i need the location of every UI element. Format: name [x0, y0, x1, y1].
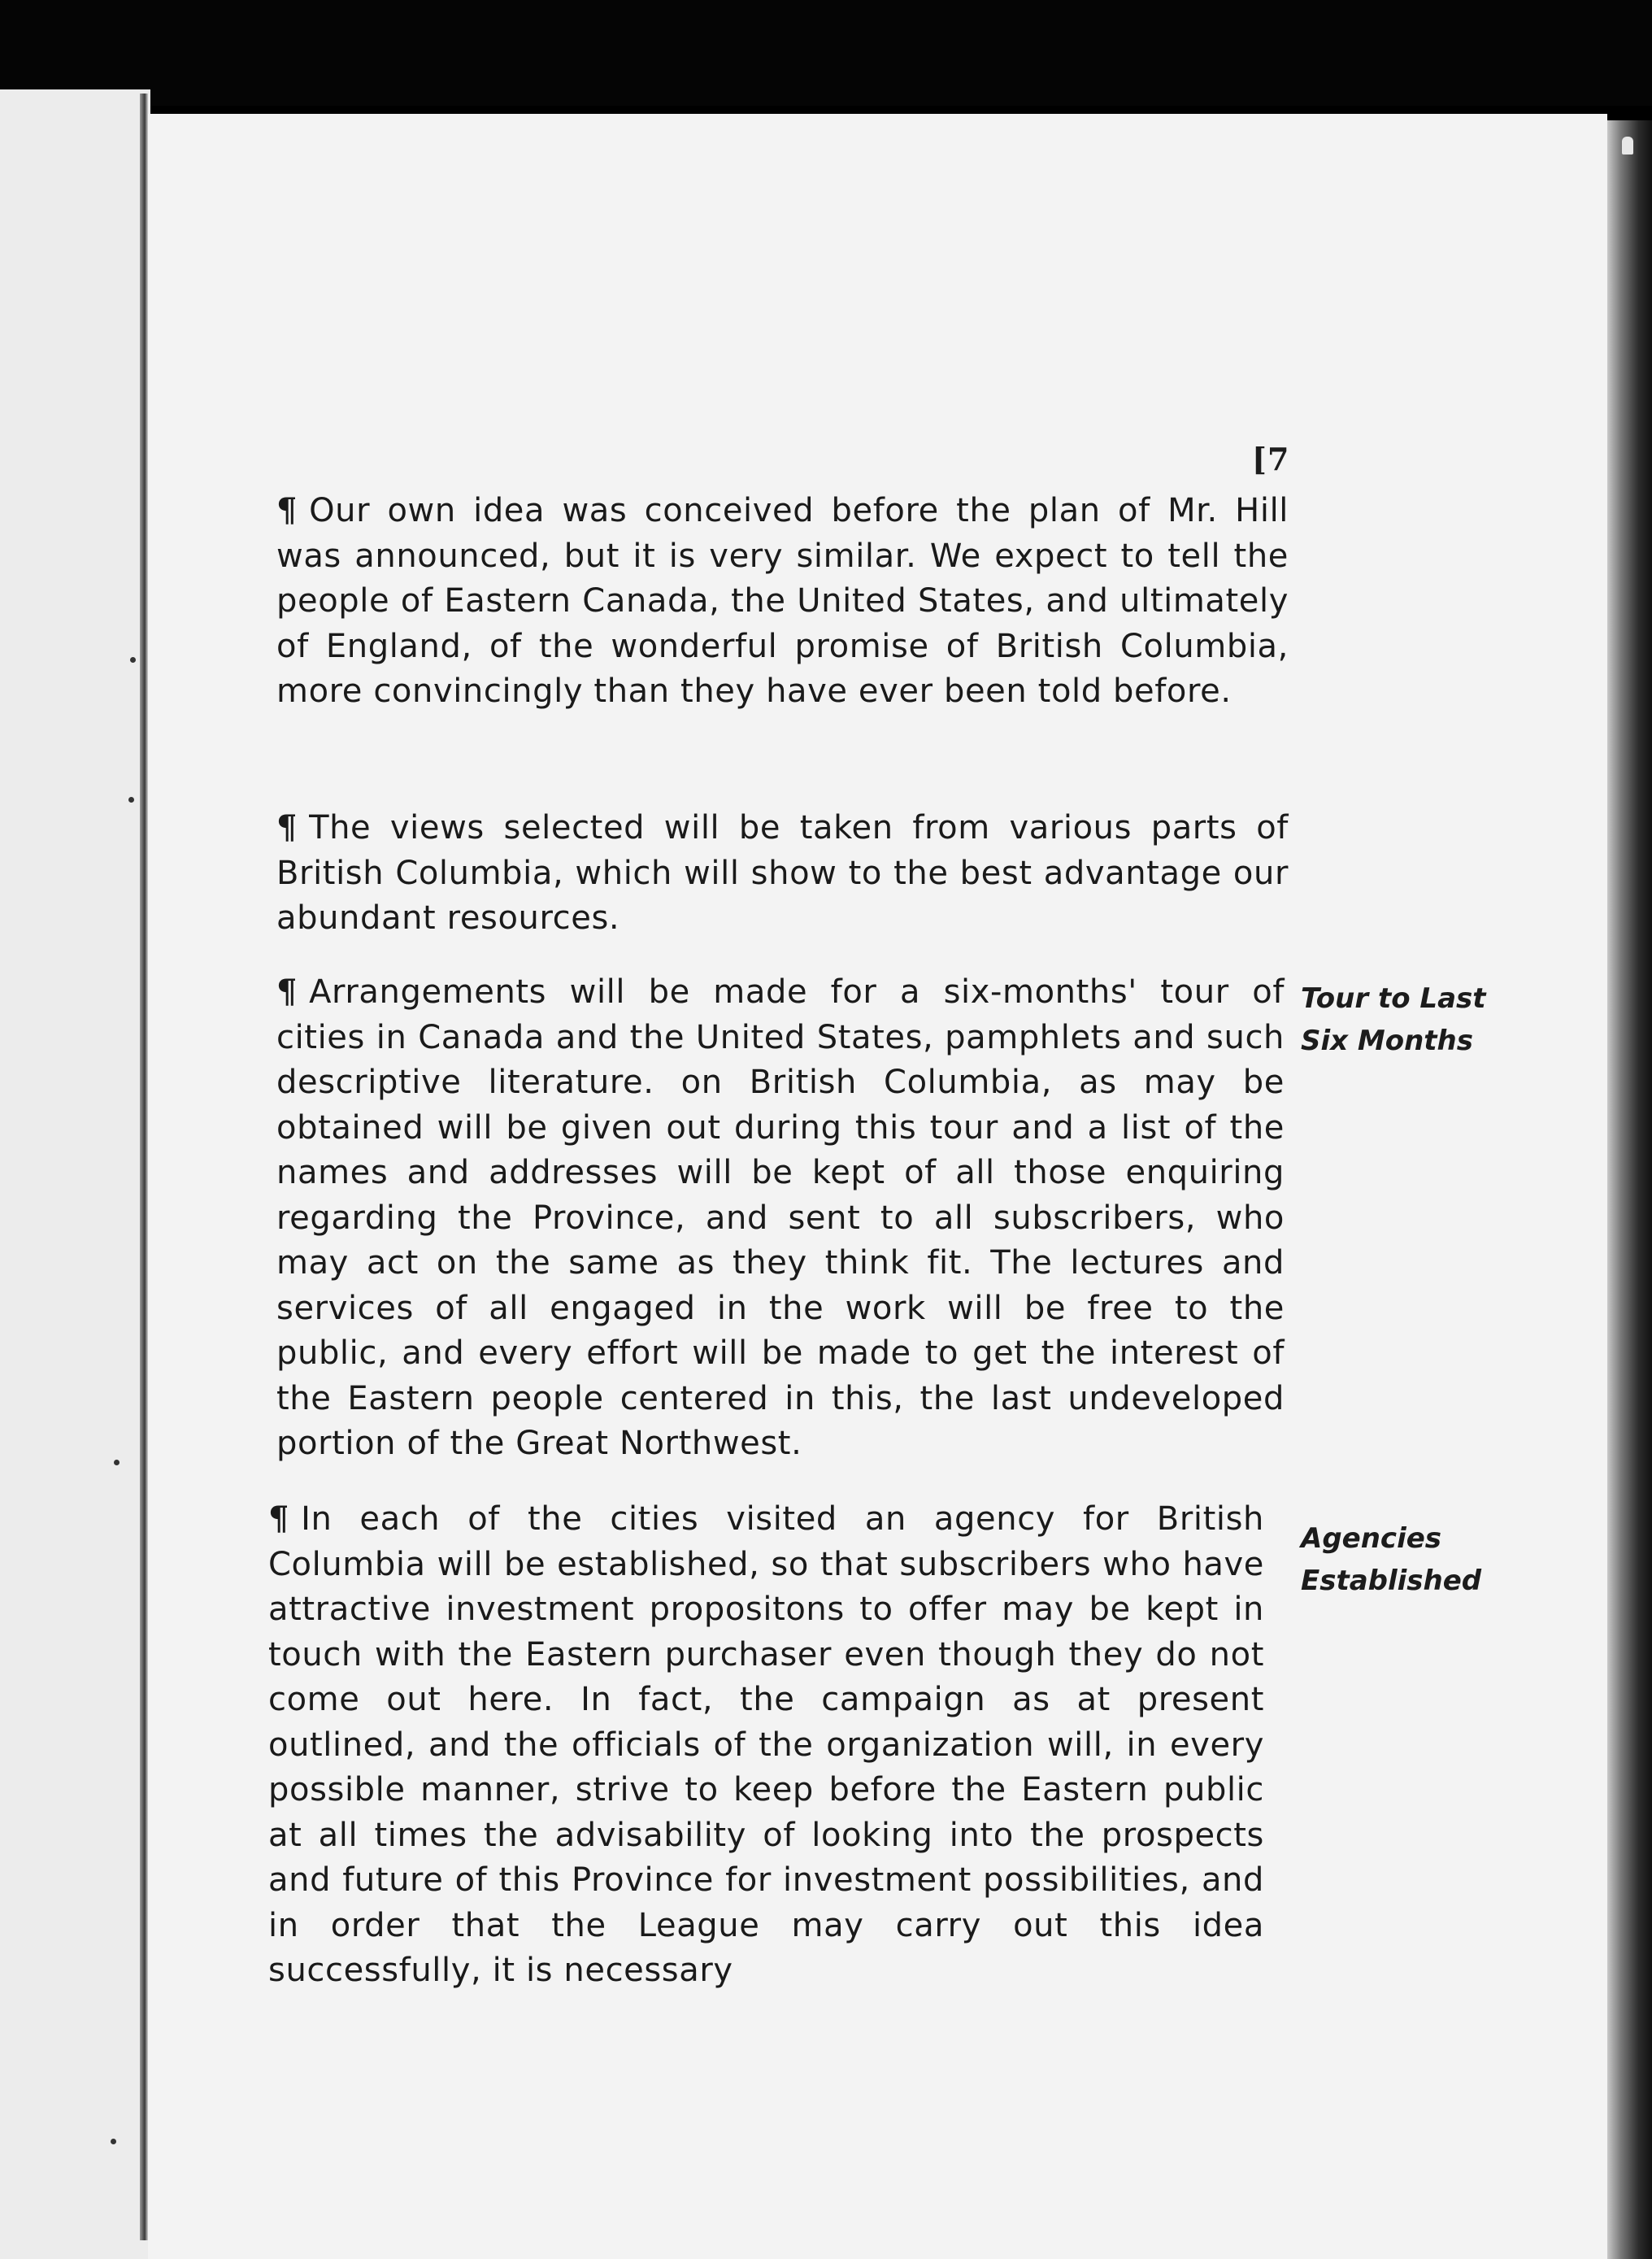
scan-background — [0, 0, 1652, 106]
margin-speck — [130, 657, 136, 663]
margin-speck — [128, 797, 134, 803]
paragraph-text: In each of the cities visited an agency for British Columbia will be established, so that subscribers who have attractive investment propositons to offer may be kept in touch with the Eastern purchaser even though they do not come out here. In fact, the campaign as at present outlined, and the officials of the organization will, in every possible manner, strive to keep before the Eastern public at all times the advisability of looking into the prospects and future of this Province for investment possibilities, and in order that the League may carry out this idea successfully, it is necessary — [268, 1500, 1264, 1989]
sidenote-line: Established — [1301, 1565, 1482, 1597]
margin-speck — [114, 1460, 120, 1465]
page-edge-stack — [1607, 120, 1652, 2259]
paragraph-arrangements — [276, 969, 1285, 1467]
pilcrow-marker: ¶ — [276, 973, 298, 1011]
paragraph-our-own-idea — [276, 488, 1289, 715]
sidenote-tour — [1301, 977, 1504, 1062]
pilcrow-marker: ¶ — [268, 1499, 290, 1538]
sidenote-line: Agencies — [1301, 1522, 1442, 1555]
facing-page-edge — [0, 89, 150, 2259]
margin-speck — [111, 2139, 116, 2144]
sidenote-agencies — [1301, 1517, 1504, 1602]
paragraph-text: The views selected will be taken from various parts of British Columbia, which will show to the best advantage our abundant resources. — [276, 809, 1289, 937]
sidenote-line: Tour to Last — [1301, 982, 1486, 1015]
paragraph-text: Our own idea was conceived before the plan of Mr. Hill was announced, but it is very similar. We expect to tell the people of Eastern Canada, the United States, and ultimately of England, of the wonderful promise of British Columbia, more convincingly than they have ever been told before. — [276, 492, 1289, 710]
pilcrow-marker: ¶ — [276, 808, 298, 847]
page-edge-mark — [1622, 137, 1633, 155]
paragraph-text: Arrangements will be made for a six-months' tour of cities in Canada and the United States, pamphlets and such descriptive literature. on British Columbia, as may be obtained will be given out during this tour and a list of the names and addresses will be kept of all those enquiring regarding the Province, and sent to all subscribers, who may act on the same as they think fit. The lectures and services of all engaged in the work will be free to the public, and every effort will be made to get the interest of the Eastern people centered in this, the last undeveloped portion of the Great Northwest. — [276, 973, 1285, 1462]
binding-gutter — [140, 94, 148, 2240]
page-number: [7 — [1252, 441, 1290, 477]
paragraph-views-selected — [276, 805, 1289, 942]
paragraph-agencies — [268, 1496, 1264, 1994]
sidenote-line: Six Months — [1301, 1025, 1474, 1057]
pilcrow-marker: ¶ — [276, 491, 298, 529]
